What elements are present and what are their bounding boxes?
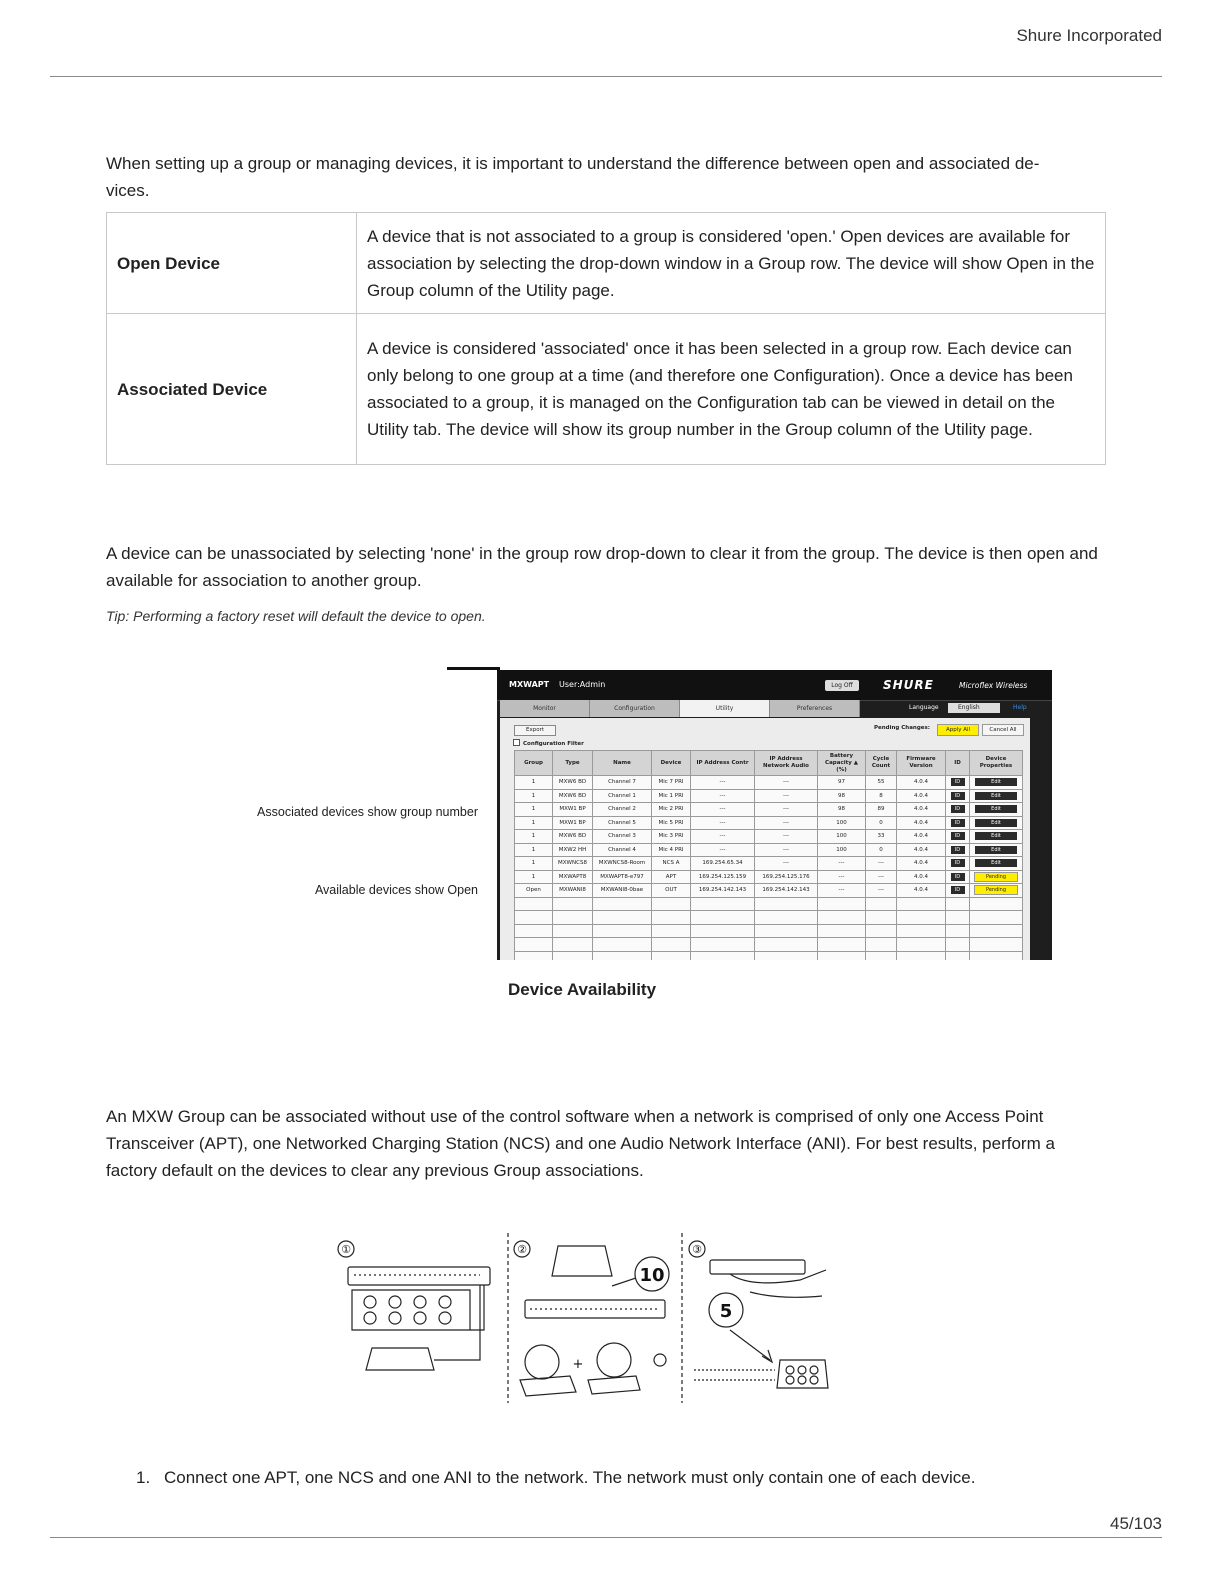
grid-cell <box>970 884 1023 898</box>
pending-button: Pending <box>974 872 1018 882</box>
id-button: ID <box>951 778 965 786</box>
tab-monitor: Monitor <box>500 700 590 717</box>
grid-cell: --- <box>691 816 755 830</box>
grid-cell: 169.254.65.34 <box>691 857 755 871</box>
edit-button: Edit <box>975 792 1017 800</box>
grid-cell <box>866 938 897 952</box>
grid-cell: 100 <box>818 830 866 844</box>
logoff-button: Log Off <box>825 680 859 691</box>
table-row <box>515 803 1023 817</box>
product-name: Microflex Wireless <box>959 681 1028 690</box>
grid-cell <box>818 924 866 938</box>
grid-cell <box>755 924 818 938</box>
grid-cell <box>553 897 593 911</box>
intro-line-2: vices. <box>106 181 150 200</box>
grid-cell: MXW6 BD <box>553 776 593 790</box>
grid-cell <box>866 897 897 911</box>
grid-cell: 97 <box>818 776 866 790</box>
timer-10-label: 10 <box>639 1265 665 1286</box>
grid-cell: MXWAPT8-e797 <box>593 870 652 884</box>
filter-label: Configuration Filter <box>523 741 584 747</box>
grid-column-header: ID <box>946 751 970 776</box>
table-row <box>515 776 1023 790</box>
grid-cell: 169.254.142.143 <box>755 884 818 898</box>
grid-column-header: Battery Capacity ▲ (%) <box>818 751 866 776</box>
id-button: ID <box>951 859 965 867</box>
id-button: ID <box>951 846 965 854</box>
grid-cell: 169.254.125.176 <box>755 870 818 884</box>
shure-logo: SHURE <box>883 678 934 692</box>
cancel-all-button: Cancel All <box>982 724 1024 736</box>
grid-cell: 4.0.4 <box>897 803 946 817</box>
grid-column-header: Group <box>515 751 553 776</box>
grid-cell <box>970 938 1023 952</box>
grid-cell: --- <box>818 884 866 898</box>
grid-cell: 4.0.4 <box>897 789 946 803</box>
grid-cell <box>946 843 970 857</box>
grid-cell <box>897 911 946 925</box>
edit-button: Edit <box>975 859 1017 867</box>
grid-cell: MXWAPT8 <box>553 870 593 884</box>
grid-cell: Channel 4 <box>593 843 652 857</box>
grid-cell: --- <box>755 776 818 790</box>
step-2-marker: ② <box>517 1243 527 1256</box>
grid-cell: MXW6 BD <box>553 789 593 803</box>
grid-cell <box>970 843 1023 857</box>
grid-header-row <box>515 751 1023 776</box>
header-divider <box>50 76 1162 77</box>
edit-button: Edit <box>975 805 1017 813</box>
grid-cell: 169.254.142.143 <box>691 884 755 898</box>
pending-button: Pending <box>974 885 1018 895</box>
grid-cell: 4.0.4 <box>897 884 946 898</box>
grid-cell <box>691 897 755 911</box>
grid-cell <box>970 870 1023 884</box>
grid-cell <box>866 911 897 925</box>
grid-cell <box>970 816 1023 830</box>
empty-row <box>515 924 1023 938</box>
grid-cell: 100 <box>818 816 866 830</box>
definition-term: Associated Device <box>107 314 357 465</box>
id-button: ID <box>951 832 965 840</box>
grid-cell: --- <box>755 843 818 857</box>
grid-cell <box>515 897 553 911</box>
grid-cell: NCS A <box>652 857 691 871</box>
grid-cell <box>866 924 897 938</box>
empty-row <box>515 938 1023 952</box>
grid-cell <box>866 951 897 960</box>
table-row <box>515 830 1023 844</box>
grid-cell <box>970 857 1023 871</box>
grid-cell: 1 <box>515 843 553 857</box>
definition-row <box>107 314 1106 465</box>
grid-cell <box>818 897 866 911</box>
grid-cell <box>691 911 755 925</box>
grid-cell: OUT <box>652 884 691 898</box>
grid-cell: --- <box>755 816 818 830</box>
grid-cell: MXWANI8-0bae <box>593 884 652 898</box>
grid-column-header: Device Properties <box>970 751 1023 776</box>
grid-cell <box>691 924 755 938</box>
grid-cell <box>970 830 1023 844</box>
grid-cell <box>897 897 946 911</box>
apply-all-button: Apply All <box>937 724 979 736</box>
grid-cell: 1 <box>515 816 553 830</box>
empty-row <box>515 951 1023 960</box>
grid-cell: 1 <box>515 857 553 871</box>
grid-cell: --- <box>755 803 818 817</box>
id-button: ID <box>951 819 965 827</box>
utility-page-screenshot <box>497 670 1052 960</box>
tab-utility: Utility <box>680 700 770 717</box>
grid-cell: Channel 5 <box>593 816 652 830</box>
grid-column-header: Cycle Count <box>866 751 897 776</box>
screenshot-body <box>500 718 1030 960</box>
grid-cell <box>652 924 691 938</box>
grid-cell: --- <box>866 857 897 871</box>
grid-cell: Channel 7 <box>593 776 652 790</box>
grid-cell: MXWNCS8-Room <box>593 857 652 871</box>
grid-cell <box>946 870 970 884</box>
grid-cell: 1 <box>515 830 553 844</box>
id-button: ID <box>951 886 965 894</box>
table-row <box>515 816 1023 830</box>
grid-cell: --- <box>691 830 755 844</box>
grid-cell: --- <box>755 857 818 871</box>
grid-cell <box>553 924 593 938</box>
grid-cell: 4.0.4 <box>897 816 946 830</box>
grid-cell: --- <box>755 830 818 844</box>
edit-button: Edit <box>975 819 1017 827</box>
grid-cell <box>593 897 652 911</box>
grid-cell: 4.0.4 <box>897 857 946 871</box>
grid-cell: 4.0.4 <box>897 776 946 790</box>
pending-changes-label: Pending Changes: <box>874 725 930 731</box>
tab-preferences: Preferences <box>770 700 860 717</box>
intro-line-1: When setting up a group or managing devices, it is important to understand the difference between open and associated de- <box>106 154 1040 173</box>
grid-column-header: IP Address Network Audio <box>755 751 818 776</box>
grid-cell <box>755 911 818 925</box>
step-1-marker: ① <box>341 1243 351 1256</box>
unassociate-paragraph: A device can be unassociated by selecting 'none' in the group row drop-down to clear it from the group. The device is then open and available for association to another group. <box>106 544 1098 590</box>
grid-cell <box>897 924 946 938</box>
steps-list <box>136 1466 975 1490</box>
grid-cell: 98 <box>818 789 866 803</box>
configuration-filter <box>513 739 584 747</box>
definition-term: Open Device <box>107 213 357 314</box>
callout-associated: Associated devices show group number <box>257 805 478 819</box>
language-label: Language <box>909 704 939 711</box>
screenshot-tabs <box>500 700 860 718</box>
tab-configuration: Configuration <box>590 700 680 717</box>
id-button: ID <box>951 805 965 813</box>
grid-cell: 4.0.4 <box>897 870 946 884</box>
grid-cell: Channel 1 <box>593 789 652 803</box>
callout-available: Available devices show Open <box>314 883 478 897</box>
grid-cell: 1 <box>515 776 553 790</box>
grid-cell: Mic 1 PRI <box>652 789 691 803</box>
grid-cell: --- <box>866 884 897 898</box>
grid-cell: 89 <box>866 803 897 817</box>
language-select: English <box>948 703 1000 713</box>
grid-cell <box>652 911 691 925</box>
grid-cell <box>970 911 1023 925</box>
grid-cell: 33 <box>866 830 897 844</box>
grid-cell: --- <box>818 870 866 884</box>
grid-column-header: Firmware Version <box>897 751 946 776</box>
grid-cell <box>593 938 652 952</box>
grid-column-header: Device <box>652 751 691 776</box>
table-row <box>515 857 1023 871</box>
grid-cell: 1 <box>515 870 553 884</box>
step-text: Connect one APT, one NCS and one ANI to the network. The network must only contain one of each device. <box>164 1468 976 1487</box>
grid-cell <box>553 911 593 925</box>
grid-cell <box>970 789 1023 803</box>
grid-cell: APT <box>652 870 691 884</box>
grid-cell: --- <box>691 803 755 817</box>
empty-row <box>515 911 1023 925</box>
setup-steps-illustration <box>330 1230 840 1405</box>
grid-cell <box>593 924 652 938</box>
screenshot-app-name: MXWAPT <box>509 680 550 689</box>
grid-cell: Mic 5 PRI <box>652 816 691 830</box>
grid-cell <box>593 911 652 925</box>
timer-5-label: 5 <box>719 1301 733 1322</box>
definition-description: A device is considered 'associated' once it has been selected in a group row. Each device can only belong to one group at a time (and therefore one Configuration). Once a device has been associated to a group, it is managed on the Configuration tab can be viewed in detail on the Utility tab. The device will show its group number in the Group column of the Utility page. <box>357 314 1106 465</box>
grid-cell: MXW6 BD <box>553 830 593 844</box>
id-button: ID <box>951 873 965 881</box>
grid-cell <box>946 776 970 790</box>
figure-caption: Device Availability <box>508 980 657 999</box>
grid-cell: 4.0.4 <box>897 843 946 857</box>
grid-cell: --- <box>755 789 818 803</box>
grid-cell: 55 <box>866 776 897 790</box>
grid-cell: 100 <box>818 843 866 857</box>
grid-cell <box>946 897 970 911</box>
list-item <box>136 1466 975 1490</box>
grid-cell <box>946 857 970 871</box>
grid-cell <box>970 776 1023 790</box>
grid-cell: 1 <box>515 803 553 817</box>
screenshot-topbar <box>497 670 1052 701</box>
grid-cell <box>946 924 970 938</box>
table-row <box>515 884 1023 898</box>
grid-cell: MXW1 BP <box>553 816 593 830</box>
grid-cell <box>970 803 1023 817</box>
mxw-group-paragraph: An MXW Group can be associated without use of the control software when a network is comprised of only one Access Point Transceiver (APT), one Networked Charging Station (NCS) and one Audio Network Interface (ANI). For best results, perform a factory default on the devices to clear any previous Group associations. <box>106 1107 1055 1180</box>
plus-sign: + <box>572 1357 584 1372</box>
grid-cell: Channel 3 <box>593 830 652 844</box>
grid-cell <box>946 830 970 844</box>
grid-cell <box>946 938 970 952</box>
grid-cell: MXWNCS8 <box>553 857 593 871</box>
grid-cell <box>553 938 593 952</box>
filter-checkbox <box>513 739 520 746</box>
grid-cell: --- <box>691 776 755 790</box>
edit-button: Edit <box>975 846 1017 854</box>
grid-column-header: Type <box>553 751 593 776</box>
grid-cell <box>691 938 755 952</box>
footer-divider <box>50 1537 1162 1538</box>
grid-cell <box>652 951 691 960</box>
grid-cell <box>946 951 970 960</box>
grid-cell: 0 <box>866 816 897 830</box>
definition-description: A device that is not associated to a group is considered 'open.' Open devices are available for association by selecting the drop-down window in a Group row. The device will show Open in the Group column of the Utility page. <box>357 213 1106 314</box>
grid-cell <box>652 938 691 952</box>
grid-cell: MXW2 HH <box>553 843 593 857</box>
definition-row <box>107 213 1106 314</box>
grid-cell: Mic 4 PRI <box>652 843 691 857</box>
grid-cell: 4.0.4 <box>897 830 946 844</box>
grid-cell: Channel 2 <box>593 803 652 817</box>
grid-cell: MXWANI8 <box>553 884 593 898</box>
grid-cell <box>515 911 553 925</box>
step-3-marker: ③ <box>692 1243 702 1256</box>
grid-cell <box>897 951 946 960</box>
grid-column-header: Name <box>593 751 652 776</box>
grid-cell <box>652 897 691 911</box>
grid-cell: --- <box>691 789 755 803</box>
device-grid <box>514 750 1023 960</box>
grid-cell <box>515 951 553 960</box>
grid-cell: Mic 7 PRI <box>652 776 691 790</box>
grid-cell <box>970 897 1023 911</box>
grid-cell <box>818 911 866 925</box>
grid-cell <box>970 924 1023 938</box>
edit-button: Edit <box>975 832 1017 840</box>
grid-cell: --- <box>818 857 866 871</box>
grid-cell: Mic 3 PRI <box>652 830 691 844</box>
tip-text: Tip: Performing a factory reset will default the device to open. <box>106 608 486 624</box>
grid-cell <box>818 938 866 952</box>
grid-cell <box>593 951 652 960</box>
grid-cell: 169.254.125.159 <box>691 870 755 884</box>
step-number: 1. <box>136 1468 151 1487</box>
grid-cell <box>755 897 818 911</box>
page-number: 45/103 <box>1110 1514 1162 1533</box>
table-row <box>515 843 1023 857</box>
export-button: Export <box>514 725 556 736</box>
grid-cell <box>691 951 755 960</box>
id-button: ID <box>951 792 965 800</box>
grid-cell: --- <box>691 843 755 857</box>
table-row <box>515 789 1023 803</box>
grid-cell <box>755 951 818 960</box>
grid-cell: Open <box>515 884 553 898</box>
grid-cell <box>897 938 946 952</box>
grid-cell <box>515 924 553 938</box>
header-company: Shure Incorporated <box>1016 26 1162 45</box>
grid-cell <box>818 951 866 960</box>
empty-row <box>515 897 1023 911</box>
grid-cell <box>946 884 970 898</box>
grid-cell: 98 <box>818 803 866 817</box>
table-row <box>515 870 1023 884</box>
grid-cell: 0 <box>866 843 897 857</box>
edit-button: Edit <box>975 778 1017 786</box>
grid-cell: MXW1 BP <box>553 803 593 817</box>
grid-cell <box>553 951 593 960</box>
grid-cell <box>946 803 970 817</box>
help-link: Help <box>1013 704 1027 711</box>
grid-column-header: IP Address Contr <box>691 751 755 776</box>
definitions-table <box>106 212 1106 465</box>
grid-cell: 1 <box>515 789 553 803</box>
grid-cell <box>946 816 970 830</box>
grid-cell <box>946 911 970 925</box>
grid-cell <box>970 951 1023 960</box>
grid-cell <box>946 789 970 803</box>
grid-cell <box>755 938 818 952</box>
grid-cell: --- <box>866 870 897 884</box>
intro-paragraph <box>106 150 1106 204</box>
screenshot-edge <box>447 667 500 670</box>
grid-cell: Mic 2 PRI <box>652 803 691 817</box>
grid-cell: 8 <box>866 789 897 803</box>
grid-cell <box>515 938 553 952</box>
screenshot-user: User:Admin <box>559 680 606 689</box>
